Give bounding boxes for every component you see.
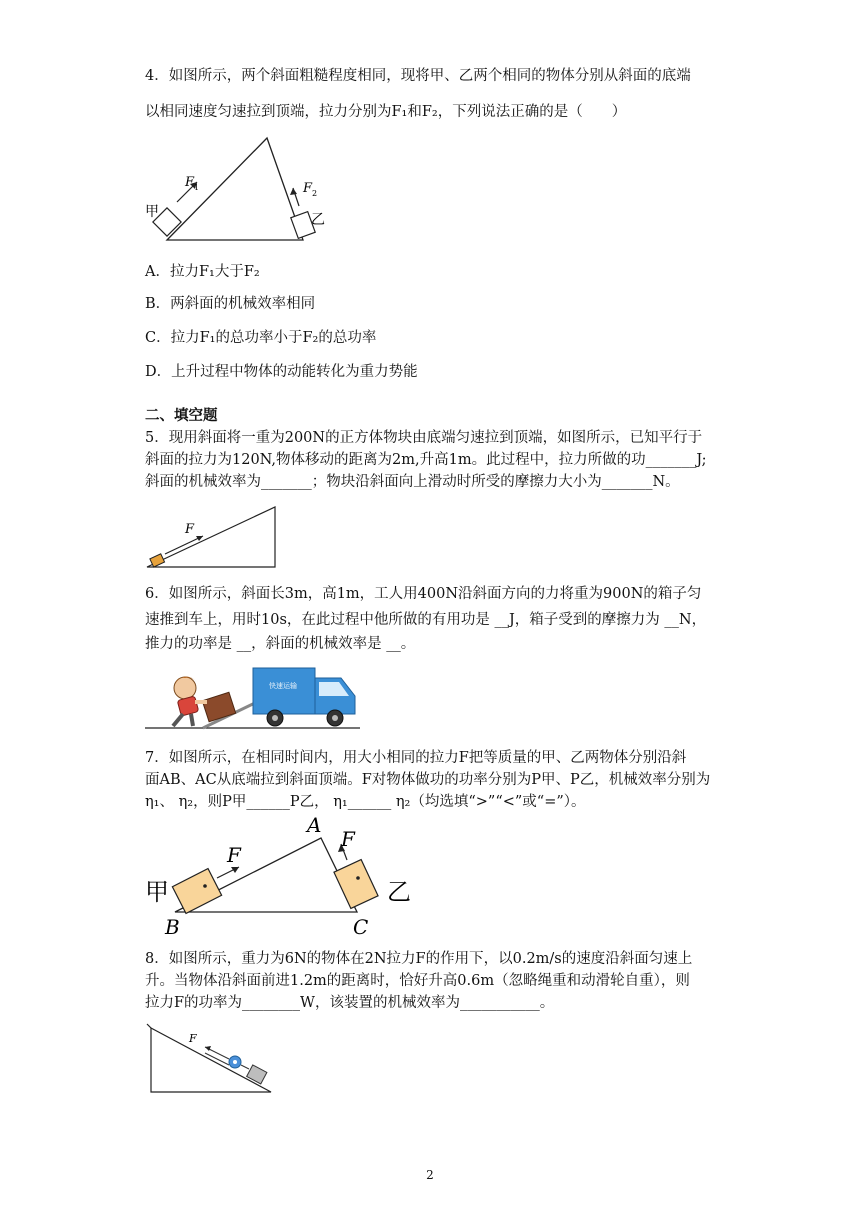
q8-label-f: F (189, 1032, 197, 1045)
q4-label-f1: F (185, 175, 195, 190)
q4-figure (145, 132, 345, 247)
q6-stem-line1: 6．如图所示，斜面长3m，高1m，工人用400N沿斜面方向的力将重为900N的箱子匀 (145, 586, 702, 602)
q7-label-jia: 甲 (145, 878, 169, 906)
q5-stem-line2: 斜面的拉力为120N,物体移动的距离为2m,升高1m。此过程中，拉力所做的功_______J; (145, 452, 707, 468)
worker (173, 676, 207, 726)
q4-label-jia: 甲 (145, 204, 159, 220)
q7-figure (145, 813, 425, 940)
q4-label-f1-sub: 1 (194, 183, 200, 192)
q4-option-c: C．拉力F₁的总功率小于F₂的总功率 (145, 330, 377, 346)
truck-text: 快速运输 (269, 682, 297, 690)
q4-option-b: B．两斜面的机械效率相同 (145, 296, 316, 312)
q8-stem-line1: 8．如图所示，重力为6N的物体在2N拉力F的作用下，以0.2m/s的速度沿斜面匀速上 (145, 951, 693, 967)
q5-label-f: F (185, 522, 195, 537)
q5-stem-line3: 斜面的机械效率为_______；物块沿斜面向上滑动时所受的摩擦力大小为_______N。 (145, 474, 680, 490)
box (202, 692, 235, 722)
q8-stem-line3: 拉力F的功率为________W，该装置的机械效率为___________。 (145, 995, 555, 1011)
q4-label-f2: F (303, 181, 313, 196)
q4-label-f2-sub: 2 (312, 189, 318, 198)
page-number: 2 (426, 1168, 434, 1182)
truck-body (253, 668, 315, 714)
q7-label-yi: 乙 (387, 878, 411, 906)
q7-stem-line3: η₁、 η₂，则P甲______P乙， η₁______ η₂（均选填“>”“<”或“=”）。 (145, 794, 586, 810)
q6-stem-line2: 速推到车上，用时10s，在此过程中他所做的有用功是 __J，箱子受到的摩擦力为 __N， (145, 612, 707, 628)
q8-figure (145, 1022, 275, 1097)
q5-stem-line1: 5．现用斜面将一重为200N的正方体物块由底端匀速拉到顶端，如图所示，已知平行于 (145, 430, 703, 446)
q7-label-b: B (165, 915, 180, 939)
section-title: 二、填空题 (145, 408, 218, 424)
q6-figure (145, 662, 365, 732)
q8-stem-line2: 升。当物体沿斜面前进1.2m的距离时，恰好升高0.6m（忽略绳重和动滑轮自重），则 (145, 973, 690, 989)
q4-option-d: D．上升过程中物体的动能转化为重力势能 (145, 364, 418, 380)
q4-stem-line1: 4．如图所示，两个斜面粗糙程度相同，现将甲、乙两个相同的物体分别从斜面的底端 (145, 68, 691, 84)
q7-stem-line2: 面AB、AC从底端拉到斜面顶端。F对物体做功的功率分别为P甲、P乙，机械效率分别为 (145, 772, 711, 788)
q7-label-f-left: F (227, 843, 241, 867)
q4-stem-line2: 以相同速度匀速拉到顶端，拉力分别为F₁和F₂，下列说法正确的是（ ） (145, 104, 627, 120)
q7-stem-line1: 7．如图所示，在相同时间内，用大小相同的拉力F把等质量的甲、乙两物体分别沿斜 (145, 750, 687, 766)
q7-label-c: C (353, 915, 369, 939)
q7-label-a: A (307, 813, 322, 837)
q7-label-f-right: F (341, 827, 355, 851)
q4-label-yi: 乙 (311, 212, 325, 228)
q6-stem-line3: 推力的功率是 __，斜面的机械效率是 __。 (145, 636, 416, 652)
q4-option-a: A．拉力F₁大于F₂ (145, 264, 260, 280)
q5-figure (145, 505, 280, 570)
